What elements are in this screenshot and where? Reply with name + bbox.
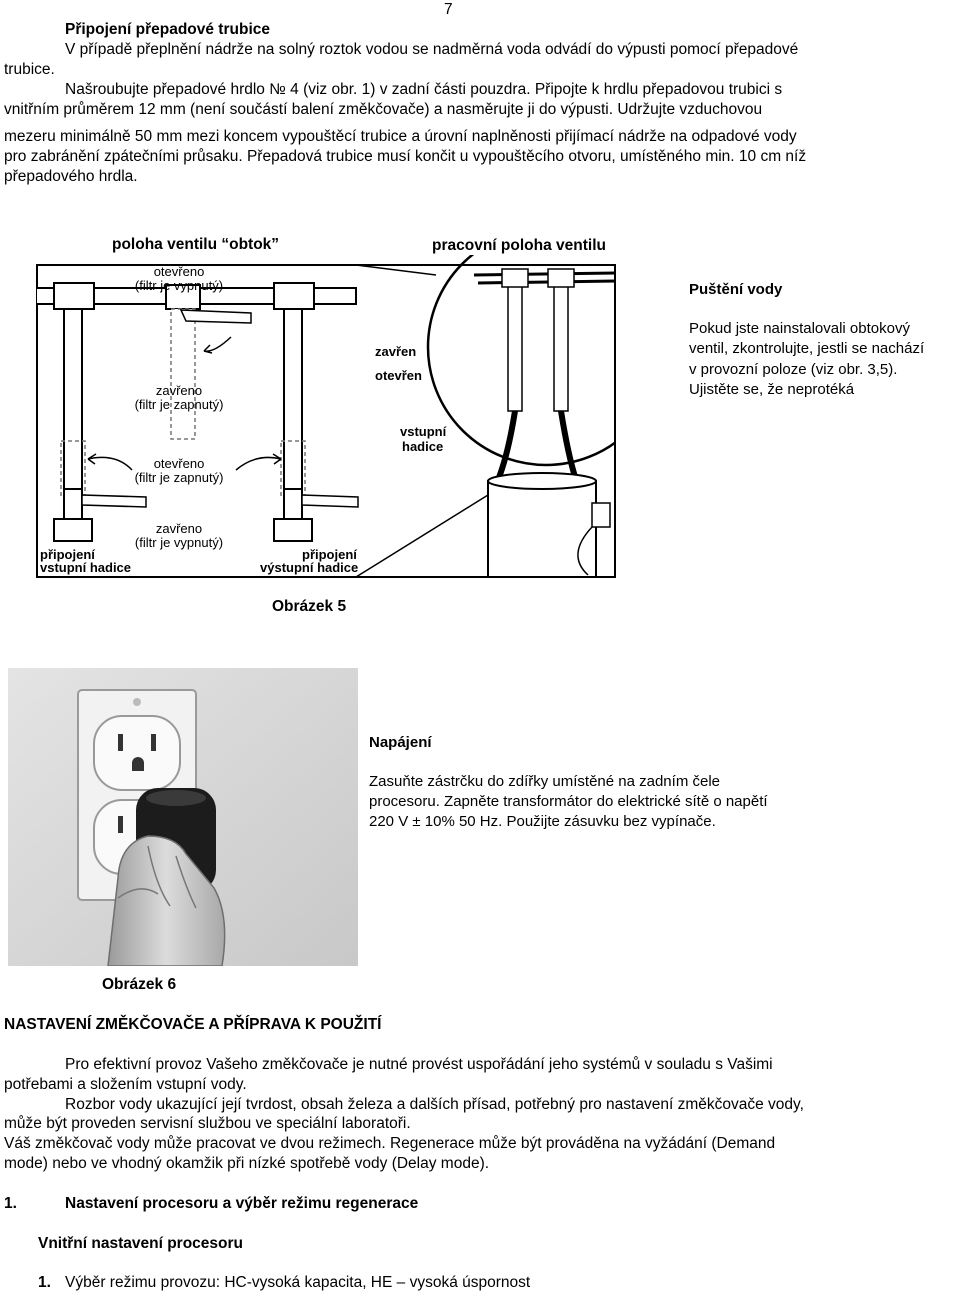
fig5-label-open-top-sub: (filtr je vypnutý) xyxy=(134,278,224,293)
setup-p2-line2: může být proveden servisní službou ve speciální laboratoři. xyxy=(4,1115,411,1132)
water-line1: Pokud jste nainstalovali obtokový xyxy=(689,320,910,337)
setup-p3-line2: mode) nebo ve vhodný okamžik při nízké spotřebě vody (Delay mode). xyxy=(4,1155,490,1172)
setup-sub1-text: Výběr režimu provozu: HC-vysoká kapacita, HE – vysoká úspornost xyxy=(65,1274,531,1291)
fig5-label-closed-bottom-sub: (filtr je vypnutý) xyxy=(134,535,224,550)
fig5-right-open: otevřen xyxy=(375,368,422,383)
overflow-para1-line1: V případě přeplnění nádrže na solný roztok vodou se nadměrná voda odvádí do výpusti pomocí přepadové xyxy=(65,41,799,58)
fig5-label-open-low-sub: (filtr je zapnutý) xyxy=(134,470,224,485)
overflow-para2-line2: vnitřním průměrem 12 mm (není součástí balení změkčovače) a nasměrujte ji do výpusti. Udržujte vzduchovou xyxy=(4,101,763,118)
setup-p3-line1: Váš změkčovač vody může pracovat ve dvou režimech. Regenerace může být prováděna na vyžádání (Demand xyxy=(4,1135,776,1152)
fig5-right-closed: zavřen xyxy=(375,344,417,359)
water-heading: Puštění vody xyxy=(689,281,783,298)
power-heading: Napájení xyxy=(369,734,432,751)
setup-item1-number: 1. xyxy=(4,1195,17,1212)
power-line1: Zasuňte zástrčku do zdířky umístěné na zadním čele xyxy=(369,773,720,790)
page-number: 7 xyxy=(444,1,453,18)
fig5-label-closed-bottom: zavřeno xyxy=(155,521,203,536)
fig5-right-hose-line2: hadice xyxy=(402,439,444,454)
water-line4: Ujistěte se, že neprotéká xyxy=(689,381,855,398)
power-line2: procesoru. Zapněte transformátor do elektrické sítě o napětí xyxy=(369,793,768,810)
fig5-label-closed-mid-sub: (filtr je zapnutý) xyxy=(134,397,224,412)
fig5-right-hose-line1: vstupní xyxy=(400,424,447,439)
setup-p1-line2: potřebami a složením vstupní vody. xyxy=(4,1076,247,1093)
bypass-valve-illustration xyxy=(36,255,616,580)
fig5-inlet-line2: vstupní hadice xyxy=(40,560,132,575)
setup-p2-line1: Rozbor vody ukazující její tvrdost, obsah železa a dalších přísad, potřebný pro nastavení změkčovače vody, xyxy=(65,1096,804,1113)
water-line2: ventil, zkontrolujte, jestli se nachází xyxy=(689,340,925,357)
fig5-label-open-low: otevřeno xyxy=(153,456,205,471)
fig6-caption: Obrázek 6 xyxy=(102,976,177,993)
fig5-label-closed-mid: zavřeno xyxy=(155,383,203,398)
overflow-para2-line4: pro zabránění zpátečními průsaku. Přepadová trubice musí končit u vypouštěcího otvoru, umístěného min. 10 cm níž xyxy=(4,148,807,165)
water-line3: v provozní poloze (viz obr. 3,5). xyxy=(689,361,898,378)
fig5-inlet-line1: připojení xyxy=(40,547,95,562)
setup-heading: NASTAVENÍ ZMĚKČOVAČE A PŘÍPRAVA K POUŽITÍ xyxy=(4,1016,382,1033)
setup-subheading: Vnitřní nastavení procesoru xyxy=(38,1235,243,1252)
fig5-left-title: poloha ventilu “obtok” xyxy=(112,236,280,253)
overflow-para2-line1: Našroubujte přepadové hrdlo № 4 (viz obr. 1) v zadní části pouzdra. Připojte k hrdlu přepadovou trubici s xyxy=(65,81,783,98)
overflow-para2-line5: přepadového hrdla. xyxy=(4,168,138,185)
power-outlet-photo xyxy=(8,668,358,966)
fig5-label-open-top: otevřeno xyxy=(153,264,205,279)
overflow-para1-line2: trubice. xyxy=(4,61,55,78)
fig5-right-title: pracovní poloha ventilu xyxy=(432,237,606,254)
fig5-outlet-line2: výstupní hadice xyxy=(260,560,359,575)
fig5-caption: Obrázek 5 xyxy=(272,598,347,615)
overflow-heading: Připojení přepadové trubice xyxy=(65,21,270,38)
fig5-outlet-line1: připojení xyxy=(302,547,357,562)
power-line3: 220 V ± 10% 50 Hz. Použijte zásuvku bez vypínače. xyxy=(369,813,716,830)
setup-sub1-number: 1. xyxy=(38,1274,51,1291)
setup-item1-title: Nastavení procesoru a výběr režimu regenerace xyxy=(65,1195,419,1212)
setup-p1-line1: Pro efektivní provoz Vašeho změkčovače je nutné provést uspořádání jeho systémů v souladu s Vašimi xyxy=(65,1056,773,1073)
overflow-para2-line3: mezeru minimálně 50 mm mezi koncem vypouštěcí trubice a úrovní naplněnosti přijímací nádrže na odpadové vody xyxy=(4,128,797,145)
